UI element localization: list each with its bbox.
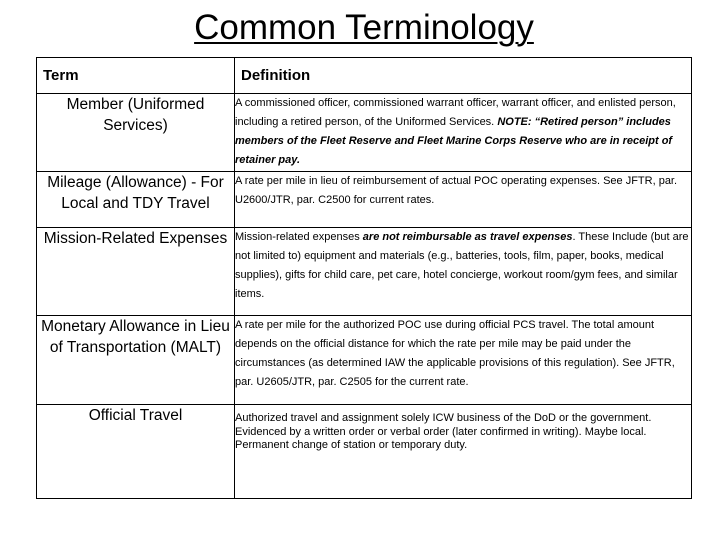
definition-cell: [235, 172, 692, 228]
term-cell: Mission-Related Expenses: [37, 228, 235, 316]
definition-note: NOTE: “Retired person” includes members of the Fleet Reserve and Fleet Marine Corps Reserve who are in receipt of retainer pay.: [235, 116, 673, 166]
table-row: [37, 172, 692, 228]
term-cell: Monetary Allowance in Lieu of Transportation (MALT): [37, 316, 235, 405]
definition-cell: [235, 316, 692, 405]
table-row: [37, 316, 692, 405]
term-cell: Mileage (Allowance) - For Local and TDY Travel: [37, 172, 235, 228]
term-cell: Official Travel: [37, 405, 235, 499]
definition-text: Authorized travel and assignment solely ICW business of the DoD or the government. Evidenced by a written order or verbal order (later confirmed in writing). Maybe local. Permanent change of station or temporary duty.: [235, 412, 652, 451]
definition-cell: [235, 94, 692, 172]
definition-text: A commissioned officer, commissioned warrant officer, warrant officer, and enlisted person, including a retired person, of the Uniformed Services.: [235, 97, 676, 128]
definition-cell: [235, 228, 692, 316]
definition-text: . These Include (but are not limited to) equipment and materials (e.g., batteries, tools, film, paper, books, medical supplies), gifts for child care, pet care, hotel concierge, workout room/gym fees, and similar items.: [235, 231, 689, 300]
table-header-row: [37, 58, 692, 94]
definition-text: A rate per mile for the authorized POC use during official PCS travel. The total amount depends on the official distance for which the rate per mile may be paid under the circumstances (as determined IAW the applicable provisions of this regulation). See JFTR, par. U2605/JTR, par. C2505 for the current rate.: [235, 319, 675, 388]
definition-text: A rate per mile in lieu of reimbursement of actual POC operating expenses. See JFTR, par. U2600/JTR, par. C2500 for current rates.: [235, 175, 678, 206]
term-cell: Member (Uniformed Services): [37, 94, 235, 172]
table-row: [37, 228, 692, 316]
page-title: Common Terminology: [194, 8, 534, 47]
terminology-table: [36, 57, 692, 499]
definition-column-header: Definition: [235, 58, 692, 94]
table-row: [37, 405, 692, 499]
table-row: [37, 94, 692, 172]
definition-text: Mission-related expenses: [235, 231, 363, 243]
definition-cell: [235, 405, 692, 499]
term-column-header: Term: [37, 58, 235, 94]
definition-emphasis: are not reimbursable as travel expenses: [362, 231, 573, 243]
